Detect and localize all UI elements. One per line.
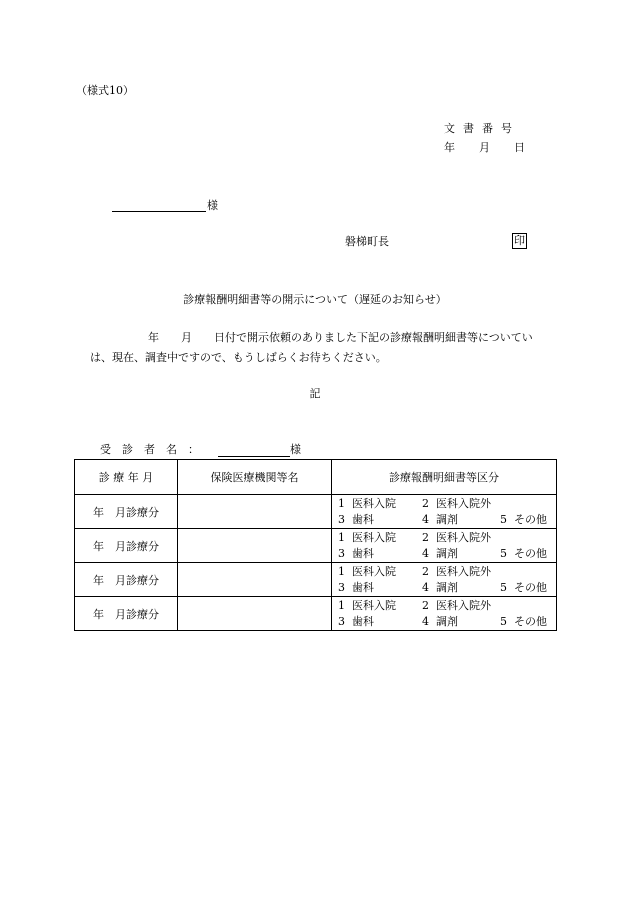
date-day: 日 [514, 141, 525, 154]
sender-name: 磐梯町長 [345, 235, 389, 248]
cat-label: 医科入院 [352, 564, 396, 578]
cat-num: 2 [422, 496, 429, 510]
cat-label: 医科入院外 [436, 496, 491, 510]
table-header-row [75, 460, 557, 495]
row-institution [178, 563, 332, 597]
table-row [75, 597, 557, 631]
seal-mark: 印 [514, 234, 525, 247]
row-period: 年 月診療分 [75, 495, 178, 529]
addressee-name-line [112, 211, 206, 212]
row-period: 年 月診療分 [75, 529, 178, 563]
date-year: 年 [444, 141, 455, 154]
cat-label: その他 [514, 512, 547, 526]
table-row [75, 495, 557, 529]
row-category-options [332, 529, 557, 563]
cat-label: その他 [514, 546, 547, 560]
cat-label: 調剤 [436, 512, 458, 526]
row-institution [178, 495, 332, 529]
cat-label: 医科入院外 [436, 564, 491, 578]
row-period: 年 月診療分 [75, 597, 178, 631]
cat-label: 歯科 [352, 580, 374, 594]
cat-label: 医科入院 [352, 598, 396, 612]
cat-num: 3 [338, 580, 345, 594]
form-number: （様式10） [76, 84, 134, 97]
cat-num: 2 [422, 530, 429, 544]
header-institution: 保険医療機関等名 [178, 460, 332, 495]
cat-num: 3 [338, 512, 345, 526]
cat-label: 歯科 [352, 512, 374, 526]
cat-num: 4 [422, 614, 429, 628]
cat-label: 医科入院外 [436, 530, 491, 544]
row-institution [178, 597, 332, 631]
cat-label: 医科入院外 [436, 598, 491, 612]
body-line-1: 年 月 日付で開示依頼のありました下記の診療報酬明細書等についてい [148, 331, 533, 344]
header-category: 診療報酬明細書等区分 [332, 460, 557, 495]
cat-num: 1 [338, 598, 345, 612]
patient-name-line [218, 456, 290, 457]
cat-label: その他 [514, 580, 547, 594]
document-title: 診療報酬明細書等の開示について（遅延のお知らせ） [183, 293, 447, 306]
patient-name-label: 受 診 者 名 ： [100, 443, 199, 456]
cat-num: 5 [500, 546, 507, 560]
document-number-label: 文書番号 [444, 122, 520, 135]
cat-label: 調剤 [436, 580, 458, 594]
cat-label: 歯科 [352, 614, 374, 628]
row-category-options [332, 563, 557, 597]
table-row [75, 563, 557, 597]
cat-num: 2 [422, 598, 429, 612]
cat-num: 4 [422, 580, 429, 594]
cat-label: 調剤 [436, 614, 458, 628]
cat-num: 1 [338, 530, 345, 544]
table-row [75, 529, 557, 563]
row-category-options [332, 495, 557, 529]
cat-num: 5 [500, 512, 507, 526]
cat-num: 5 [500, 614, 507, 628]
row-institution [178, 529, 332, 563]
row-period: 年 月診療分 [75, 563, 178, 597]
body-line-2: は、現在、調査中ですので、もうしばらくお待ちください。 [90, 351, 387, 364]
ki-heading: 記 [309, 387, 321, 400]
addressee-suffix: 様 [207, 199, 218, 212]
cat-num: 2 [422, 564, 429, 578]
cat-label: 調剤 [436, 546, 458, 560]
cat-num: 3 [338, 546, 345, 560]
cat-label: 医科入院 [352, 530, 396, 544]
cat-label: 歯科 [352, 546, 374, 560]
cat-num: 1 [338, 496, 345, 510]
cat-num: 4 [422, 512, 429, 526]
cat-num: 3 [338, 614, 345, 628]
detail-table [74, 459, 557, 631]
header-period: 診 療 年 月 [75, 460, 178, 495]
cat-label: その他 [514, 614, 547, 628]
row-category-options [332, 597, 557, 631]
cat-label: 医科入院 [352, 496, 396, 510]
cat-num: 5 [500, 580, 507, 594]
cat-num: 4 [422, 546, 429, 560]
cat-num: 1 [338, 564, 345, 578]
date-month: 月 [479, 141, 490, 154]
document-date [444, 141, 525, 155]
patient-suffix: 様 [290, 443, 301, 456]
